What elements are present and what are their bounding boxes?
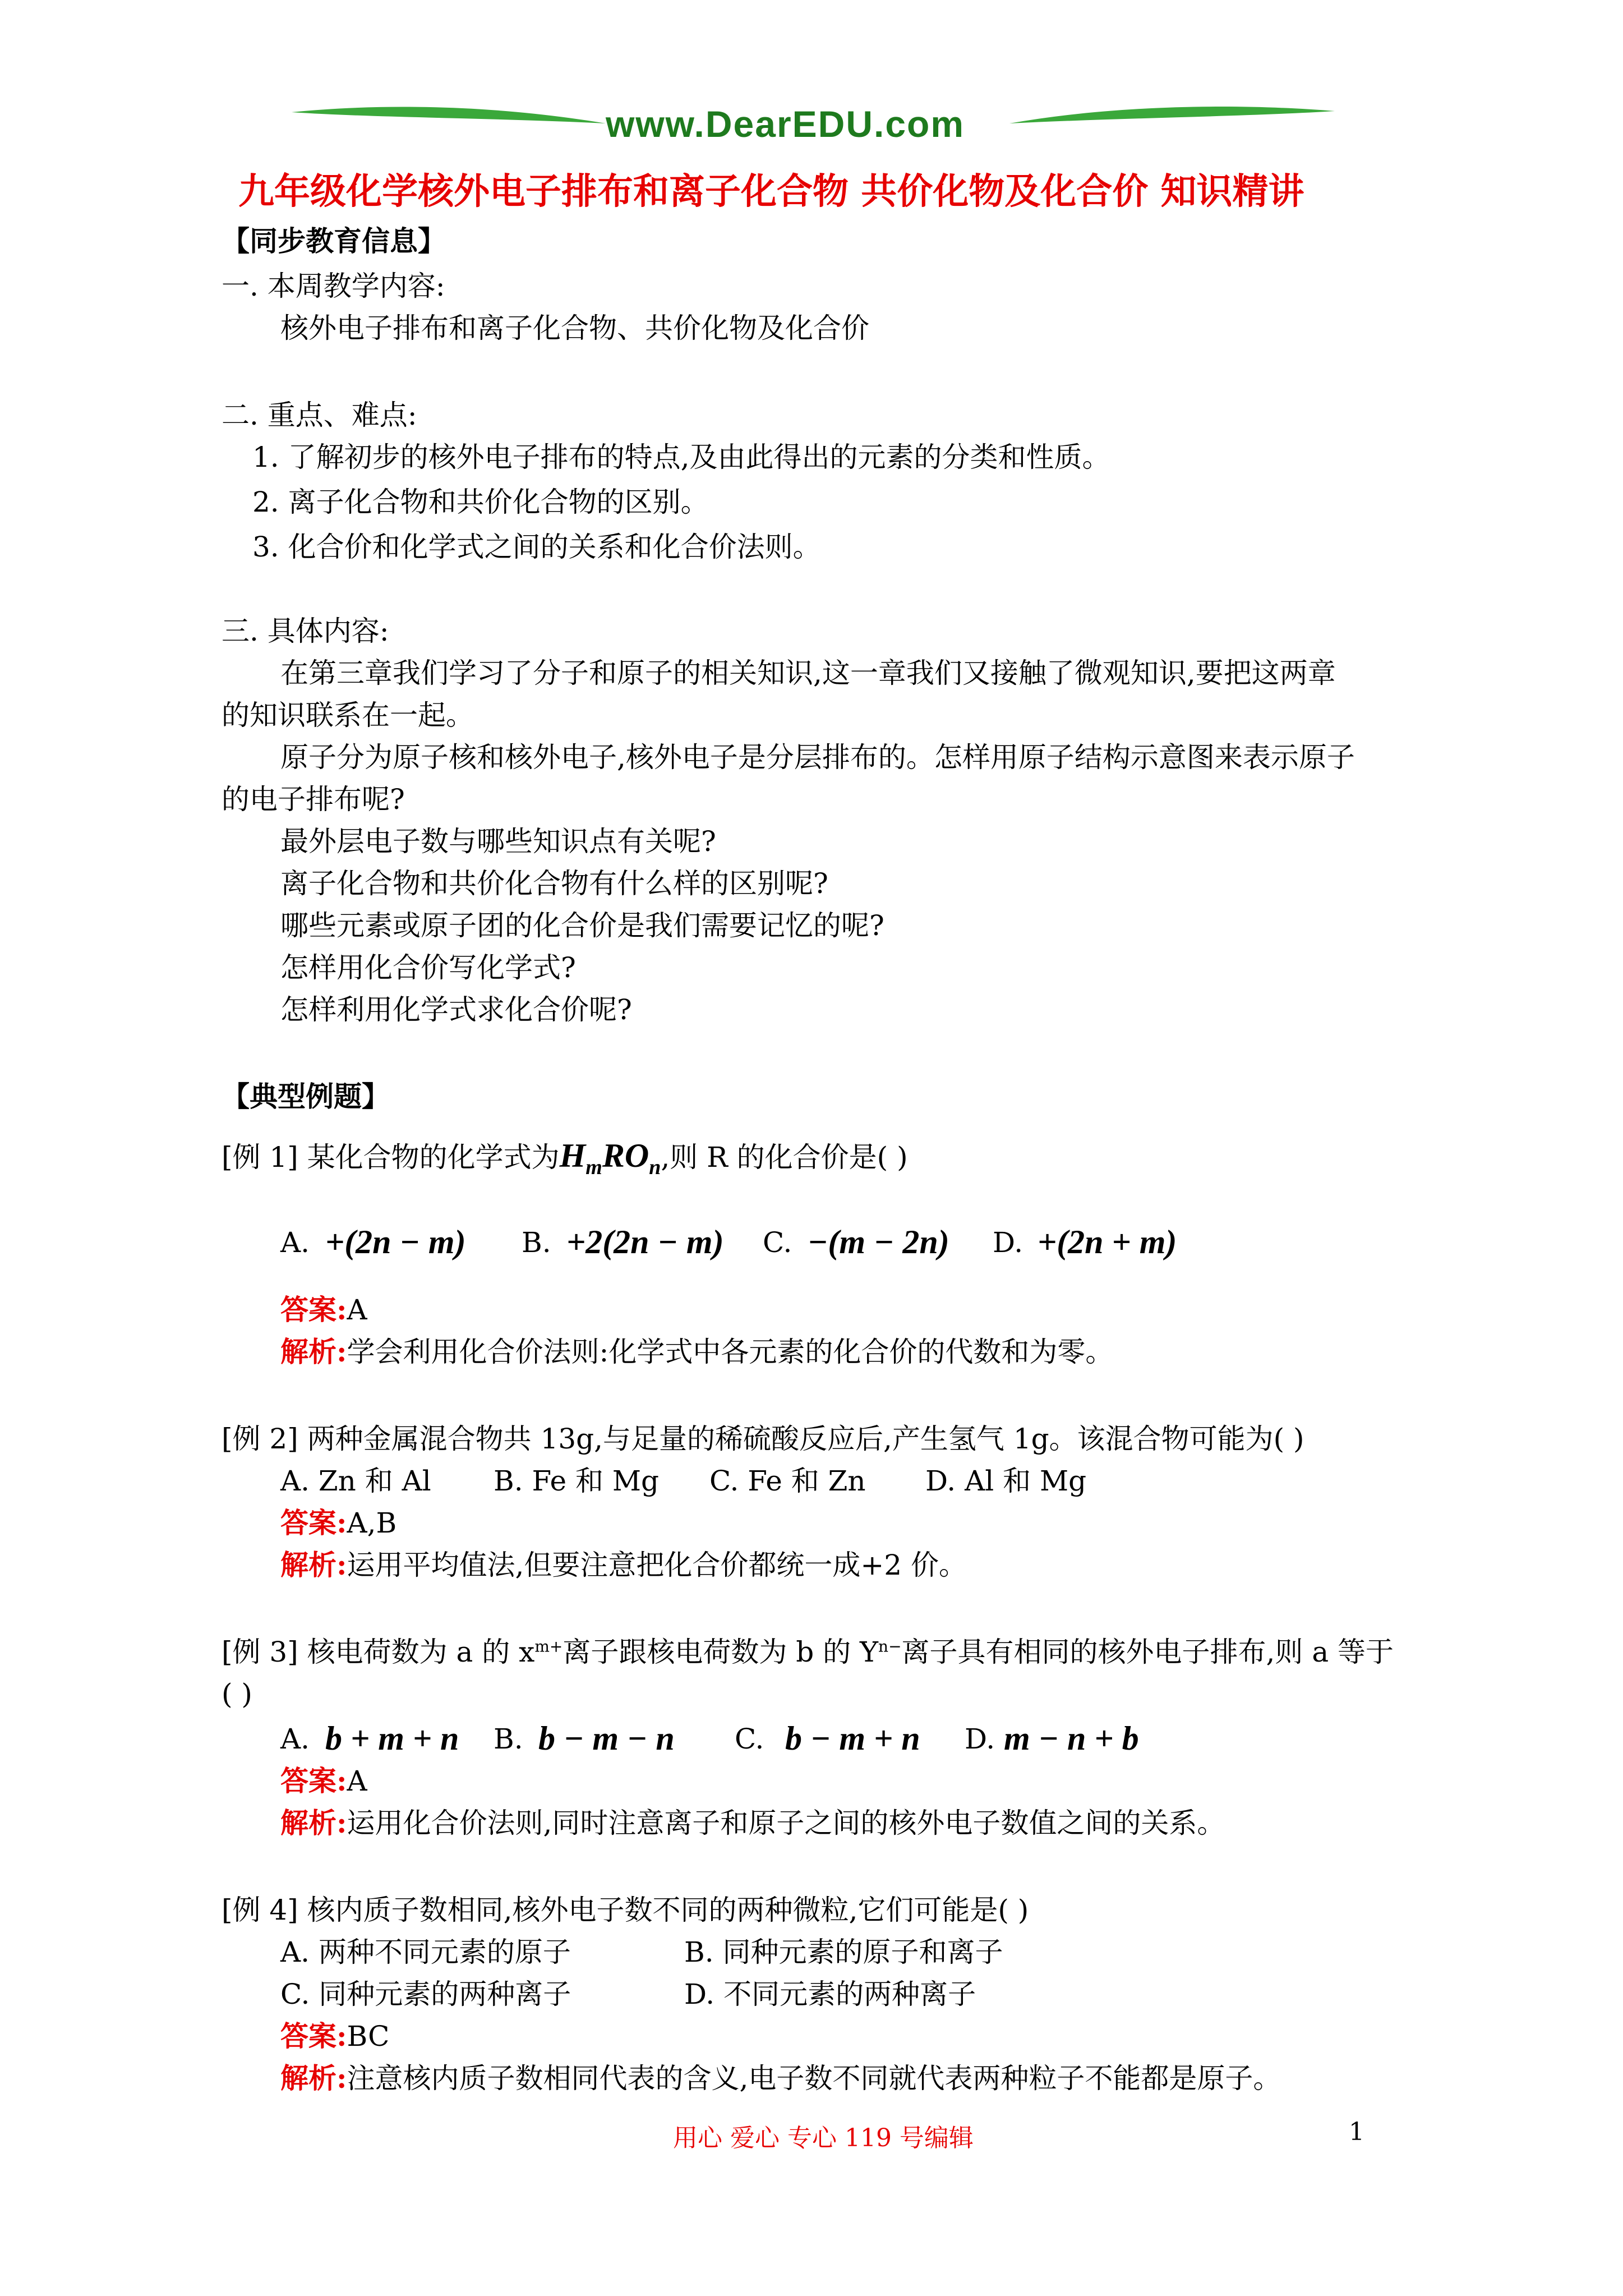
example3-q-sup1: m+ (534, 1637, 563, 1656)
example3-analysis-text: 运用化合价法则,同时注意离子和原子之间的核外电子数值之间的关系。 (347, 1807, 1225, 1839)
example3-q-part2: 离子跟核电荷数为 b 的 Y (562, 1636, 879, 1668)
section3-paragraph: 在第三章我们学习了分子和原子的相关知识,这一章我们又接触了微观知识,要把这两章 (280, 657, 1336, 689)
example1-answer-value: A (347, 1294, 367, 1326)
example4-analysis (280, 2062, 1281, 2095)
example1-option-c: −(m − 2n) (808, 1223, 949, 1260)
example4-option: B. 同种元素的原子和离子 (684, 1936, 1003, 1968)
example1-option-d-label: D. (993, 1226, 1023, 1259)
page-title: 九年级化学核外电子排布和离子化合物 共价化物及化合价 知识精讲 (238, 171, 1304, 213)
section1-body: 核外电子排布和离子化合物、共价化物及化合价 (280, 312, 869, 344)
example2-question: [例 2] 两种金属混合物共 13g,与足量的稀硫酸反应后,产生氢气 1g。该混合物可能为( ) (222, 1423, 1304, 1455)
banner-swoosh-right (1009, 101, 1335, 135)
example4-option: C. 同种元素的两种离子 (280, 1978, 571, 2010)
section3-heading: 三. 具体内容: (222, 615, 389, 647)
example3-q-sup2: n− (878, 1637, 902, 1656)
example2-analysis-text: 运用平均值法,但要注意把化合价都统一成+2 价。 (347, 1549, 967, 1581)
sync-info-heading: 【同步教育信息】 (222, 224, 446, 257)
section3-paragraph: 原子分为原子核和核外电子,核外电子是分层排布的。怎样用原子结构示意图来表示原子 (280, 741, 1355, 774)
analysis-label: 解析: (280, 1806, 347, 1839)
example4-analysis-text: 注意核内质子数相同代表的含义,电子数不同就代表两种粒子不能都是原子。 (347, 2062, 1281, 2095)
example1-option-b: +2(2n − m) (566, 1223, 724, 1260)
analysis-label: 解析: (280, 1335, 347, 1368)
analysis-label: 解析: (280, 1548, 347, 1581)
section3-paragraph: 的电子排布呢? (222, 783, 405, 816)
example3-option-d: m − n + b (1004, 1720, 1139, 1757)
example1-analysis-text: 学会利用化合价法则:化学式中各元素的化合价的代数和为零。 (347, 1336, 1114, 1368)
section1-heading: 一. 本周教学内容: (222, 270, 445, 302)
example3-option-b-label: B. (494, 1723, 523, 1755)
example3-option-a: b + m + n (325, 1720, 459, 1757)
example3-question-line2: ( ) (222, 1678, 252, 1710)
example3-q-part3: 离子具有相同的核外电子排布,则 a 等于 (901, 1636, 1394, 1668)
example3-option-c: b − m + n (785, 1720, 920, 1757)
answer-label: 答案: (280, 1764, 347, 1797)
answer-label: 答案: (280, 2019, 347, 2053)
example1-option-c-label: C. (763, 1226, 792, 1259)
example2-option: D. Al 和 Mg (925, 1465, 1087, 1497)
example4-option: D. 不同元素的两种离子 (684, 1978, 976, 2010)
page-number: 1 (1349, 2118, 1364, 2146)
site-logo: www.DearEDU.com (606, 103, 965, 145)
page-footer: 用心 爱心 专心 119 号编辑 (673, 2124, 974, 2152)
section3-question: 离子化合物和共价化合物有什么样的区别呢? (280, 867, 828, 900)
example4-answer (280, 2019, 390, 2053)
example1-option-b-label: B. (522, 1226, 551, 1259)
section3-question: 哪些元素或原子团的化合价是我们需要记忆的呢? (280, 909, 884, 942)
section2-item: 3. 化合价和化学式之间的关系和化合价法则。 (252, 531, 821, 563)
example3-option-d-label: D. (965, 1723, 995, 1755)
example2-option: C. Fe 和 Zn (709, 1465, 866, 1497)
example2-option: A. Zn 和 Al (280, 1465, 431, 1497)
example4-question: [例 4] 核内质子数相同,核外电子数不同的两种微粒,它们可能是( ) (222, 1894, 1029, 1926)
example1-suffix: ,则 R 的化合价是( ) (661, 1141, 908, 1174)
example4-answer-value: BC (347, 2020, 390, 2053)
banner-swoosh-left (292, 101, 606, 135)
example3-option-b: b − m − n (538, 1720, 675, 1757)
example3-option-c-label: C. (735, 1723, 764, 1755)
example1-option-d: +(2n + m) (1038, 1223, 1177, 1260)
section3-paragraph: 的知识联系在一起。 (222, 699, 474, 731)
section2-heading: 二. 重点、难点: (222, 399, 417, 431)
section3-question: 最外层电子数与哪些知识点有关呢? (280, 825, 716, 858)
example3-option-a-label: A. (280, 1723, 310, 1755)
example3-answer-value: A (347, 1765, 367, 1797)
example2-analysis (280, 1548, 967, 1581)
example2-answer-value: A,B (347, 1507, 397, 1539)
example2-answer (280, 1506, 397, 1539)
example1-prefix: [例 1] 某化合物的化学式为 (222, 1141, 560, 1174)
example1-option-a: +(2n − m) (325, 1223, 466, 1260)
example1-option-a-label: A. (280, 1226, 310, 1259)
example1-question (222, 1137, 908, 1179)
example3-analysis (280, 1806, 1225, 1839)
example3-answer (280, 1764, 367, 1797)
example1-answer (280, 1293, 367, 1326)
section2-item: 1. 了解初步的核外电子排布的特点,及由此得出的元素的分类和性质。 (252, 441, 1110, 473)
section3-question: 怎样用化合价写化学式? (280, 951, 576, 984)
example3-question (222, 1638, 1394, 1666)
examples-heading: 【典型例题】 (222, 1080, 390, 1113)
example4-option: A. 两种不同元素的原子 (280, 1936, 571, 1968)
example1-formula: $H_mRO_n$ (559, 1137, 661, 1179)
section3-question: 怎样利用化学式求化合价呢? (280, 993, 632, 1026)
section2-item: 2. 离子化合物和共价化合物的区别。 (252, 486, 709, 518)
answer-label: 答案: (280, 1293, 347, 1326)
answer-label: 答案: (280, 1506, 347, 1539)
example2-option: B. Fe 和 Mg (494, 1465, 660, 1497)
analysis-label: 解析: (280, 2062, 347, 2095)
example1-analysis (280, 1335, 1114, 1368)
example3-q-part1: [例 3] 核电荷数为 a 的 x (222, 1636, 535, 1668)
